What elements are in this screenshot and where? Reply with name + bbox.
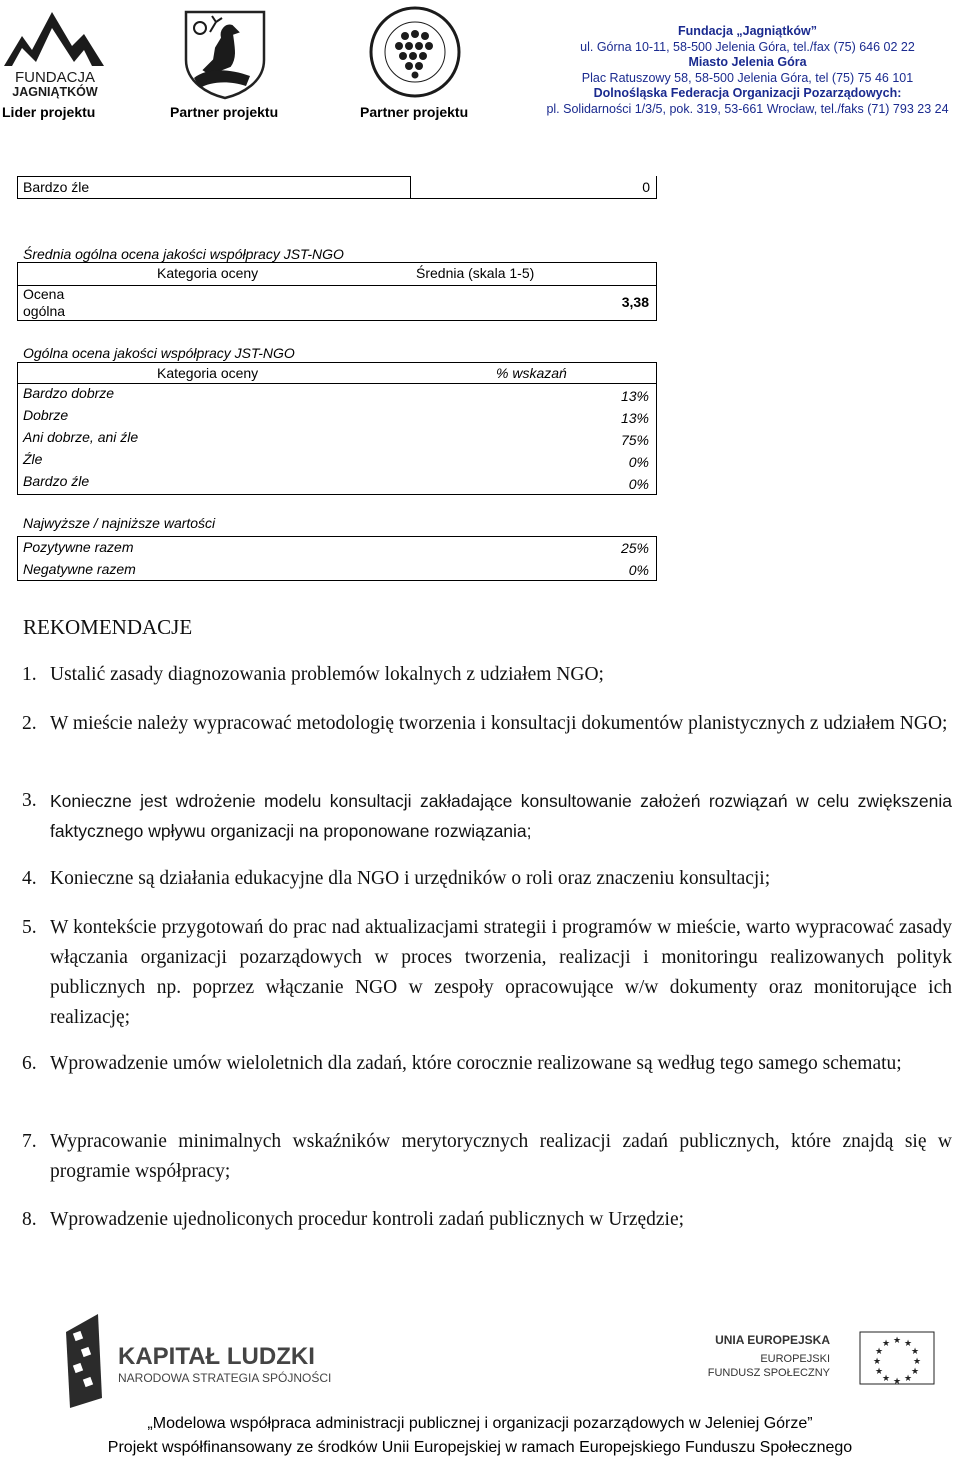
top-row-value: 0 — [642, 179, 650, 195]
contact-block — [540, 24, 955, 117]
svg-text:★: ★ — [872, 1357, 882, 1367]
pct-row-label: Źle — [23, 451, 43, 467]
logo-text-fundacja: FUNDACJA — [14, 69, 96, 86]
svg-text:★: ★ — [910, 1347, 920, 1357]
list-item-number: 5. — [22, 917, 37, 938]
list-item-text: Wypracowanie minimalnych wskaźników merytorycznych realizacji zadań publicznych, które znajdą się w programie współpracy; — [50, 1131, 952, 1182]
recommendations-title: REKOMENDACJE — [23, 615, 193, 639]
pct-col-category: Kategoria oceny — [157, 365, 259, 381]
eu-line-2: EUROPEJSKI — [760, 1353, 830, 1365]
avg-row-value: 3,38 — [621, 294, 649, 310]
kl-subtitle: NARODOWA STRATEGIA SPÓJNOŚCI — [118, 1371, 332, 1385]
svg-text:★: ★ — [910, 1367, 920, 1377]
top-row-label: Bardzo źle — [23, 179, 90, 195]
deer-crest-icon — [180, 8, 270, 100]
federacja-seal-icon — [365, 4, 465, 100]
pct-row-label: Bardzo dobrze — [23, 385, 115, 401]
pct-row-label: Dobrze — [23, 407, 69, 423]
federacja-logo — [365, 4, 465, 100]
list-item-number: 7. — [22, 1131, 37, 1152]
eu-line-1: UNIA EUROPEJSKA — [715, 1333, 830, 1347]
list-item-text: Konieczne są działania edukacyjne dla NGO i urzędników o roli oraz znaczeniu konsultacji; — [50, 868, 771, 889]
footer-funding-note: Projekt współfinansowany ze środków Unii Europejskiej w ramach Europejskiego Funduszu Społecznego — [107, 1439, 853, 1456]
kapital-ludzki-logo — [58, 1312, 358, 1408]
list-item — [22, 709, 952, 739]
avg-row-label-1: Ocena — [23, 286, 65, 302]
svg-text:★: ★ — [903, 1339, 913, 1349]
contact-line-6: pl. Solidarności 1/3/5, pok. 319, 53-661 Wrocław, tel./faks (71) 793 23 24 — [546, 101, 949, 116]
svg-text:★: ★ — [912, 1357, 922, 1367]
extremes-row-label: Negatywne razem — [23, 561, 136, 577]
partner-caption-2: Partner projektu — [360, 104, 469, 120]
svg-text:★: ★ — [903, 1374, 913, 1384]
list-item-text: Wprowadzenie ujednoliconych procedur kontroli zadań publicznych w Urzędzie; — [50, 1209, 685, 1230]
pct-row-value: 13% — [620, 388, 649, 404]
pct-row-value: 0% — [628, 476, 649, 492]
list-item-text: W kontekście przygotowań do prac nad aktualizacjami strategii i programów w mieście, warto wypracować zasady włączania organizacji pozarządowych w proces tworzenia, realizacji i monitoringu realizowanych polityk publicznych np. poprzez włączanie NGO w zespoły opracowujące w/w dokumenty oraz monitorujące ich realizację; — [50, 917, 952, 1028]
pct-table-title: Ogólna ocena jakości współpracy JST-NGO — [23, 345, 295, 361]
pct-row-value: 75% — [620, 432, 649, 448]
extremes-row-label: Pozytywne razem — [23, 539, 134, 555]
svg-text:★: ★ — [874, 1367, 884, 1377]
pct-col-percent: % wskazań — [496, 365, 567, 381]
list-item-text: Ustalić zasady diagnozowania problemów lokalnych z udziałem NGO; — [50, 664, 604, 685]
fundacja-jagniatkow-logo — [0, 6, 110, 98]
contact-line-3: Miasto Jelenia Góra — [688, 55, 807, 69]
list-item-number: 8. — [22, 1209, 37, 1230]
kl-title: KAPITAŁ LUDZKI — [118, 1343, 315, 1370]
kapital-ludzki-emblem-icon — [58, 1312, 358, 1408]
svg-text:★: ★ — [881, 1374, 891, 1384]
list-item — [22, 1205, 952, 1235]
extremes-title: Najwyższe / najniższe wartości — [23, 515, 216, 531]
svg-text:★: ★ — [892, 1377, 902, 1387]
extremes-row-value: 0% — [628, 562, 649, 578]
contact-line-2: ul. Górna 10-11, 58-500 Jelenia Góra, tel./fax (75) 646 02 22 — [580, 39, 915, 54]
list-item-number: 1. — [22, 664, 37, 685]
avg-col-mean: Średnia (skala 1-5) — [416, 265, 535, 281]
footer-project-title: „Modelowa współpraca administracji publicznej i organizacji pozarządowych w Jeleniej Górze” — [147, 1415, 813, 1432]
eu-flag-icon — [707, 1330, 935, 1390]
mountain-icon — [0, 6, 110, 98]
logo-text-jagniatkow: JAGNIĄTKÓW — [12, 85, 98, 99]
svg-text:★: ★ — [874, 1347, 884, 1357]
list-item-text: Wprowadzenie umów wieloletnich dla zadań, które corocznie realizowane są według tego samego schematu; — [50, 1053, 902, 1074]
list-item — [22, 786, 952, 846]
list-item-number: 6. — [22, 1053, 37, 1074]
avg-table-title: Średnia ogólna ocena jakości współpracy JST-NGO — [23, 246, 344, 262]
list-item-number: 4. — [22, 868, 37, 889]
list-item — [22, 1049, 952, 1079]
pct-row-label: Ani dobrze, ani źle — [23, 429, 139, 445]
list-item — [22, 913, 952, 1033]
eu-logo — [707, 1330, 935, 1390]
list-item — [22, 660, 952, 690]
svg-text:★: ★ — [881, 1339, 891, 1349]
list-item — [22, 1127, 952, 1187]
pct-row-label: Bardzo źle — [23, 473, 90, 489]
eu-line-3: FUNDUSZ SPOŁECZNY — [707, 1367, 830, 1379]
contact-line-4: Plac Ratuszowy 58, 58-500 Jelenia Góra, tel (75) 75 46 101 — [581, 70, 914, 85]
list-item-number: 2. — [22, 713, 37, 734]
list-item — [22, 864, 952, 894]
svg-text:★: ★ — [892, 1336, 902, 1346]
pct-row-value: 13% — [620, 410, 649, 426]
pct-row-value: 0% — [628, 454, 649, 470]
avg-col-category: Kategoria oceny — [157, 265, 259, 281]
contact-line-1: Fundacja „Jagniątków” — [678, 24, 817, 38]
list-item-text: W mieście należy wypracować metodologię tworzenia i konsultacji dokumentów planistycznych z udziałem NGO; — [50, 713, 948, 734]
list-item-number: 3. — [22, 790, 37, 811]
jelenia-gora-crest — [180, 8, 270, 100]
extremes-row-value: 25% — [620, 540, 649, 556]
partner-caption-1: Partner projektu — [170, 104, 279, 120]
list-item-text: Konieczne jest wdrożenie modelu konsultacji zakładające konsultowanie założeń rozwiązań w celu zwiększenia faktycznego wpływu organizacji na proponowane rozwiązania; — [50, 791, 952, 841]
contact-line-5: Dolnośląska Federacja Organizacji Pozarządowych: — [593, 86, 902, 100]
lead-caption: Lider projektu — [2, 104, 96, 120]
avg-row-label-2: ogólna — [23, 303, 66, 319]
